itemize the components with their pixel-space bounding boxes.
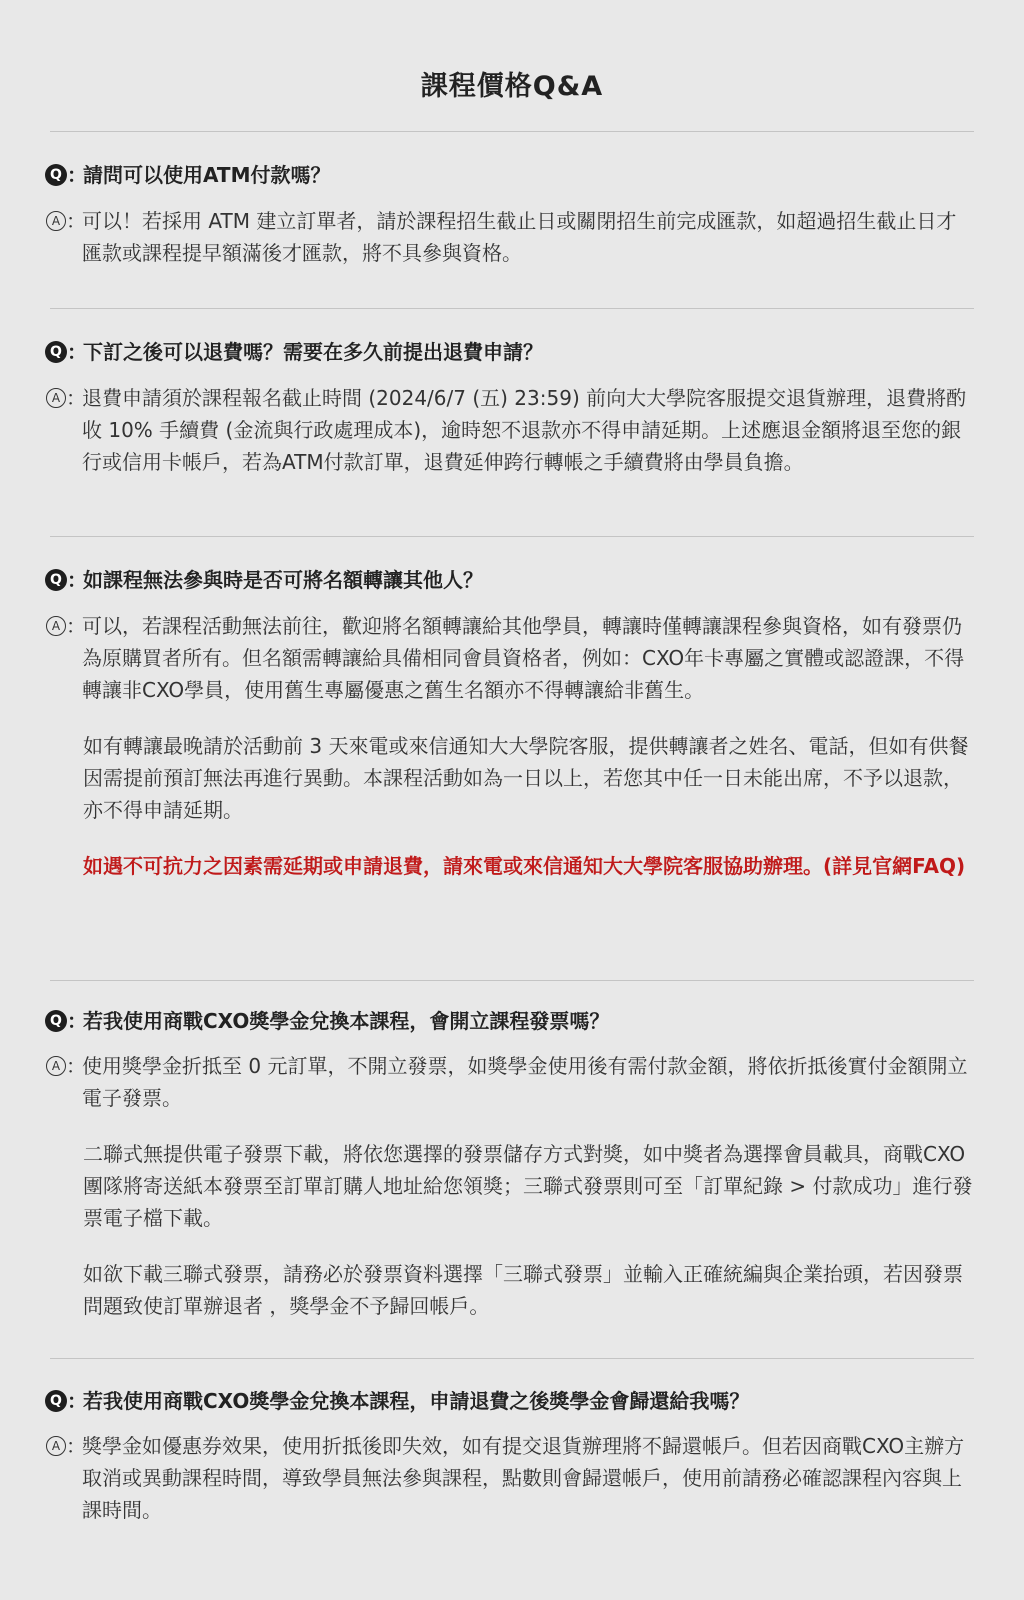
answer-paragraph: 如欲下載三聯式發票，請務必於發票資料選擇「三聯式發票」並輸入正確統編與企業抬頭，若因發票問題致使訂單辦退者 ，獎學金不予歸回帳戶。 (83, 1262, 963, 1318)
question-icon: Q (45, 1010, 67, 1032)
notice-text: 如遇不可抗力之因素需延期或申請退費，請來電或來信通知大大學院客服協助辦理。(詳見官網FAQ) (83, 854, 966, 878)
answer-text: 使用獎學金折抵至 0 元訂單，不開立發票，如獎學金使用後有需付款金額，將依折抵後實付金額開立電子發票。 (82, 1054, 968, 1110)
faq-question-2 (45, 337, 980, 367)
divider (50, 131, 974, 132)
faq-answer-2 (45, 382, 980, 478)
page-title: 課程價格Q&A (420, 71, 604, 102)
question-colon: ： (67, 1389, 87, 1413)
answer-colon: ： (66, 1434, 86, 1458)
faq-answer-1 (45, 205, 980, 269)
answer-paragraph: 如有轉讓最晚請於活動前 3 天來電或來信通知大大學院客服，提供轉讓者之姓名、電話，但如有供餐因需提前預訂無法再進行異動。本課程活動如為一日以上，若您其中任一日未能出席，不予以退款，亦不得申請延期。 (83, 734, 969, 822)
question-text: 如課程無法參與時是否可將名額轉讓其他人？ (83, 568, 483, 592)
faq-answer-5 (45, 1430, 980, 1526)
question-text: 若我使用商戰CXO獎學金兌換本課程，會開立課程發票嗎？ (83, 1009, 610, 1033)
question-colon: ： (67, 1009, 87, 1033)
divider (50, 536, 974, 537)
faq-question-5 (45, 1386, 980, 1416)
answer-colon: ： (66, 614, 86, 638)
answer-icon: A (46, 211, 66, 231)
faq-question-1 (45, 160, 980, 190)
answer-icon: A (46, 616, 66, 636)
divider (50, 980, 974, 981)
question-colon: ： (67, 568, 87, 592)
answer-colon: ： (66, 209, 86, 233)
answer-colon: ： (66, 1054, 86, 1078)
answer-icon: A (46, 1436, 66, 1456)
faq-question-4 (45, 1006, 980, 1036)
question-colon: ： (67, 340, 87, 364)
answer-colon: ： (66, 386, 86, 410)
answer-text: 可以，若課程活動無法前往，歡迎將名額轉讓給其他學員，轉讓時僅轉讓課程參與資格，如有發票仍為原購買者所有。但名額需轉讓給具備相同會員資格者，例如：CXO年卡專屬之實體或認證課，不得轉讓非CXO學員，使用舊生專屬優惠之舊生名額亦不得轉讓給非舊生。 (82, 614, 965, 702)
question-icon: Q (45, 1390, 67, 1412)
divider (50, 1358, 974, 1359)
answer-text: 退費申請須於課程報名截止時間 (2024/6/7 (五) 23:59) 前向大大學院客服提交退貨辦理，退費將酌收 10% 手續費 (金流與行政處理成本)，逾時恕不退款亦不得申請延期。上述應退金額將退至您的銀行或信用卡帳戶，若為ATM付款訂單，退費延伸跨行轉帳之手續費將由學員負擔。 (82, 386, 967, 474)
faq-question-3 (45, 565, 980, 595)
answer-text: 獎學金如優惠券效果，使用折抵後即失效，如有提交退貨辦理將不歸還帳戶。但若因商戰CXO主辦方取消或異動課程時間，導致學員無法參與課程，點數則會歸還帳戶，使用前請務必確認課程內容與上課時間。 (82, 1434, 965, 1522)
question-icon: Q (45, 164, 67, 186)
answer-icon: A (46, 388, 66, 408)
answer-text: 可以！若採用 ATM 建立訂單者，請於課程招生截止日或關閉招生前完成匯款，如超過招生截止日才匯款或課程提早額滿後才匯款，將不具參與資格。 (82, 209, 957, 265)
answer-icon: A (46, 1056, 66, 1076)
question-icon: Q (45, 341, 67, 363)
question-icon: Q (45, 569, 67, 591)
question-text: 下訂之後可以退費嗎？需要在多久前提出退費申請？ (83, 340, 543, 364)
question-text: 若我使用商戰CXO獎學金兌換本課程，申請退費之後獎學金會歸還給我嗎？ (83, 1389, 750, 1413)
question-colon: ： (67, 163, 87, 187)
answer-paragraph: 二聯式無提供電子發票下載，將依您選擇的發票儲存方式對獎，如中獎者為選擇會員載具，商戰CXO團隊將寄送紙本發票至訂單訂購人地址給您領獎；三聯式發票則可至「訂單紀錄 > 付款成功」進行發票電子檔下載。 (83, 1142, 973, 1230)
divider (50, 308, 974, 309)
faq-answer-4 (45, 1050, 980, 1322)
question-text: 請問可以使用ATM付款嗎？ (83, 163, 331, 187)
faq-answer-3 (45, 610, 980, 882)
